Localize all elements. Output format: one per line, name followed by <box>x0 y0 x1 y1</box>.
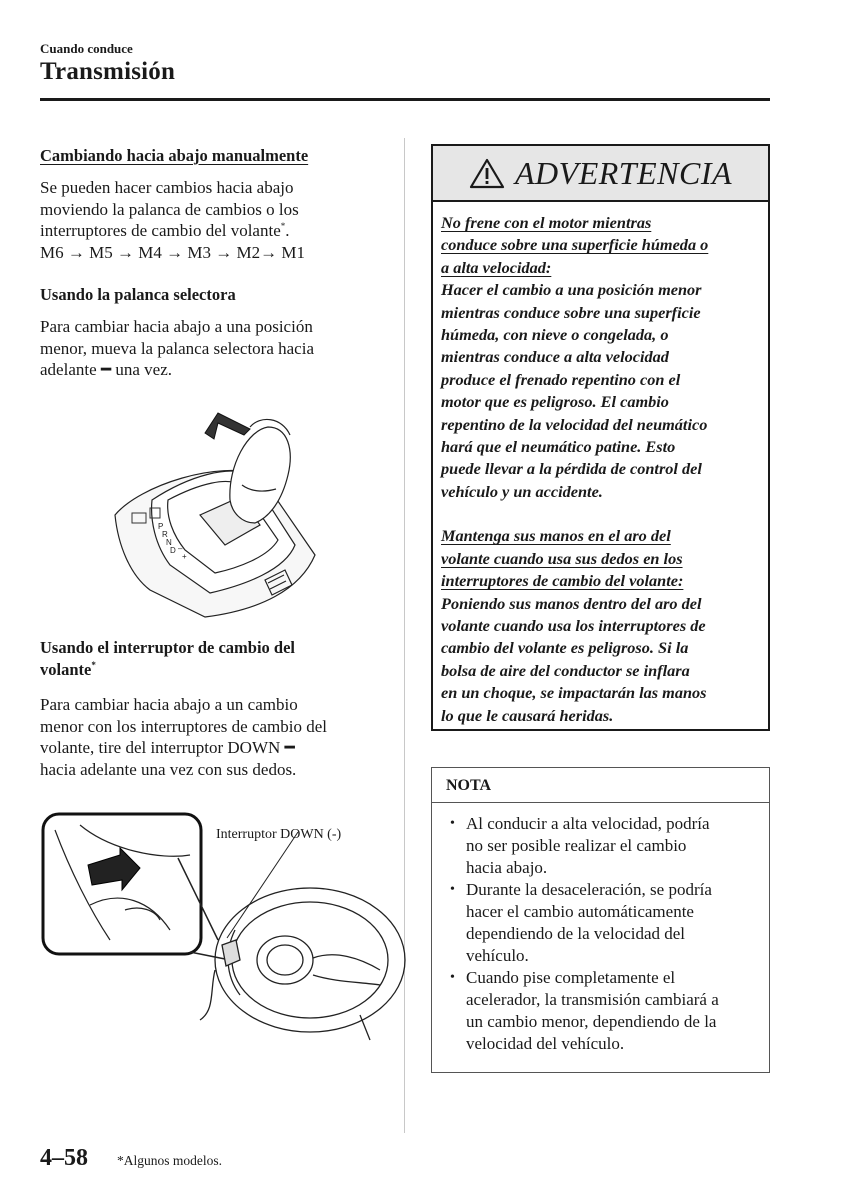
lever-line: Para cambiar hacia abajo a una posición <box>40 317 313 336</box>
warning-title: ADVERTENCIA <box>514 154 733 191</box>
footnote: *Algunos modelos. <box>117 1153 223 1168</box>
note-box <box>431 767 770 1073</box>
warning-box <box>431 144 770 731</box>
switch-line: hacia adelante una vez con sus dedos. <box>40 759 297 779</box>
intro-line: interruptores de cambio del volante*. <box>40 221 290 240</box>
switch-subhead-line: Usando el interruptor de cambio del <box>40 638 295 657</box>
column-divider <box>404 138 405 1133</box>
lever-line: adelante ━ una vez. <box>40 360 172 379</box>
lever-paragraph <box>40 316 385 381</box>
switch-line: menor con los interruptores de cambio del <box>40 716 328 736</box>
lever-label-minus: – <box>178 544 183 553</box>
warning-header <box>433 146 768 202</box>
warning-heading-2: Mantenga sus manos en el aro del volante cuando usa sus dedos en los interruptores de cambio del volante: <box>441 526 684 591</box>
lever-label-plus: + <box>182 552 187 561</box>
note-title: NOTA <box>432 768 769 803</box>
lever-label-n: N <box>166 538 172 547</box>
lever-label-p: P <box>158 522 164 531</box>
note-list <box>432 803 769 1055</box>
note-item: • Durante la desaceleración, se podría hacer el cambio automáticamente dependiendo de la velocidad del vehículo. <box>450 879 759 967</box>
section-label: Cuando conduce <box>40 41 133 56</box>
switch-subhead-line: volante* <box>40 659 96 679</box>
page-number: 4–58 <box>40 1145 88 1171</box>
warning-body <box>433 202 768 727</box>
intro-line: Se pueden hacer cambios hacia abajo <box>40 178 294 197</box>
warning-text-2: Poniendo sus manos dentro del aro del volante cuando usa los interruptores de cambio del volante es peligroso. Si la bolsa de aire del conductor se inflara en un choque, se impactarán las manos lo que le causará heridas. <box>441 593 707 725</box>
switch-line: volante, tire del interruptor DOWN ━ <box>40 738 295 757</box>
gear-sequence: M6 → M5 → M4 → M3 → M2→ M1 <box>40 242 305 262</box>
note-item: • Cuando pise completamente el acelerador, la transmisión cambiará a un cambio menor, dependiendo de la velocidad del vehículo. <box>450 967 759 1055</box>
steering-wheel-illustration <box>40 810 390 1040</box>
down-switch-callout: Interruptor DOWN (-) <box>216 827 342 842</box>
intro-line: moviendo la palanca de cambios o los <box>40 199 299 219</box>
warning-triangle-icon <box>469 157 505 189</box>
lever-label-d: D <box>170 546 176 555</box>
lever-line: menor, mueva la palanca selectora hacia <box>40 338 315 358</box>
switch-subhead <box>40 637 385 680</box>
note-item: • Al conducir a alta velocidad, podría no ser posible realizar el cambio hacia abajo. <box>450 813 759 879</box>
title-rule <box>40 98 770 101</box>
switch-paragraph <box>40 694 385 780</box>
intro-paragraph <box>40 177 385 263</box>
page-title: Transmisión <box>40 58 176 85</box>
section-heading: Cambiando hacia abajo manualmente <box>40 146 309 165</box>
switch-line: Para cambiar hacia abajo a un cambio <box>40 695 298 714</box>
lever-subhead: Usando la palanca selectora <box>40 285 236 304</box>
lever-label-r: R <box>162 530 168 539</box>
warning-text-1: Hacer el cambio a una posición menor mientras conduce sobre una superficie húmeda, con nieve o congelada, o mientras conduce a alta velocidad produce el frenado repentino con el motor que es peligroso. El cambio repentino de la velocidad del neumático hará que el neumático patine. Esto puede llevar a la pérdida de control del vehículo y un accidente. <box>441 280 708 501</box>
shift-lever-illustration <box>110 405 325 620</box>
warning-heading-1: No frene con el motor mientras conduce sobre una superficie húmeda o a alta velocidad: <box>441 213 709 277</box>
